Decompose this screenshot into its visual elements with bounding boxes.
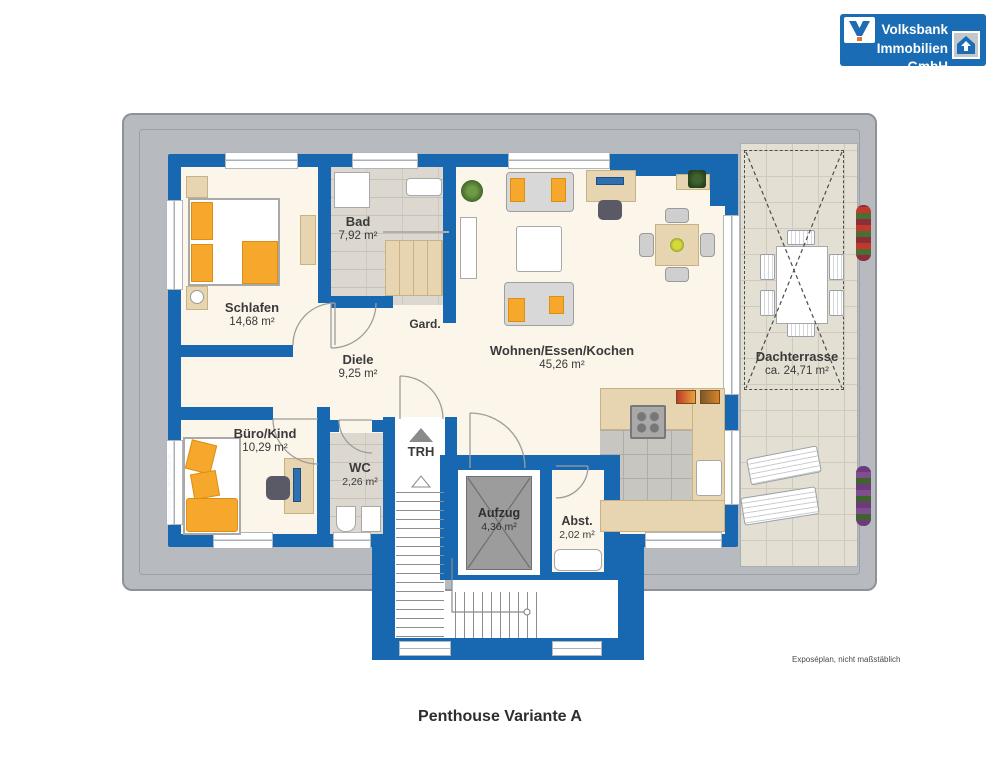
coffee-table — [516, 226, 562, 272]
room-label-aufzug: Aufzug 4,36 m² — [477, 506, 521, 533]
gard-wardrobe — [385, 240, 443, 296]
nightstand — [186, 176, 208, 198]
room-label-wc: WC 2,26 m² — [342, 460, 378, 488]
logo-line1: Volksbank — [881, 22, 948, 37]
stairs-up-arrow-icon — [409, 428, 433, 442]
monitor — [293, 468, 301, 502]
wardrobe — [300, 215, 316, 265]
sofa-cushion — [551, 178, 566, 202]
stairs-lower-flight — [455, 592, 545, 638]
terrace-chair — [829, 254, 844, 280]
bedside-lamp — [190, 290, 204, 304]
stove — [630, 405, 666, 439]
food-items — [700, 390, 720, 404]
kitchen-sink — [696, 460, 722, 496]
bed-throw — [242, 241, 278, 284]
plant — [688, 170, 706, 188]
room-label-bad: Bad 7,92 m² — [338, 214, 378, 242]
desk — [586, 170, 636, 202]
sofa-cushion — [510, 178, 525, 202]
wall-bad-diele — [331, 296, 393, 308]
page-title: Penthouse Variante A — [418, 708, 582, 725]
laptop — [596, 177, 624, 185]
disclaimer-note: Exposéplan, nicht maßstäblich — [792, 655, 901, 664]
window-stairwell-bottom — [399, 641, 451, 656]
stairs-upper-flight — [396, 492, 444, 640]
window-schlafen-top — [225, 152, 298, 169]
abst-cabinet — [554, 549, 602, 571]
shower — [334, 172, 370, 208]
dining-chair — [700, 233, 715, 257]
window-schlafen-left — [166, 200, 183, 290]
dining-chair — [665, 208, 689, 223]
terrace-chair — [829, 290, 844, 316]
terrace-chair — [760, 290, 775, 316]
plant — [461, 180, 483, 202]
window-kitchen-bottom — [645, 532, 722, 549]
illustrator-watermark: Illustration©ImmoGrafik — [167, 454, 173, 526]
pillow — [191, 202, 213, 240]
kitchen-counter — [600, 500, 725, 532]
room-label-terrasse: Dachterrasse ca. 24,71 m² — [755, 349, 839, 377]
window-stairwell-bottom — [552, 641, 602, 656]
sofa-cushion — [508, 298, 525, 322]
wall-bad-wohnen — [443, 167, 456, 323]
pillow — [191, 244, 213, 282]
room-label-schlafen: Schlafen 14,68 m² — [224, 300, 280, 328]
terrace-chair — [787, 230, 815, 245]
terrace-chair — [787, 322, 815, 337]
dining-chair — [639, 233, 654, 257]
bath-sink — [406, 178, 442, 196]
elevator-cab — [466, 476, 532, 570]
toilet — [336, 506, 356, 532]
room-label-trh: TRH — [407, 444, 435, 459]
logo-text — [846, 20, 948, 74]
wall-buero-diele — [181, 407, 273, 420]
terrace-door — [723, 215, 740, 395]
food-items — [676, 390, 696, 404]
hall-shelf — [460, 217, 477, 279]
room-label-diele: Diele 9,25 m² — [338, 352, 378, 380]
window-kitchen-right — [723, 430, 740, 505]
wall-wc-top-stub — [330, 420, 339, 432]
bed-throw — [186, 498, 238, 532]
wall-buero-wc — [317, 407, 330, 534]
terrace-chair — [760, 254, 775, 280]
room-label-gard: Gard. — [409, 317, 441, 331]
wall-schlafen-diele — [181, 345, 293, 357]
window-bad-top — [352, 152, 418, 169]
desk-chair — [598, 200, 622, 220]
volksbank-logo — [840, 14, 986, 74]
room-label-buero: Büro/Kind 10,29 m² — [233, 426, 297, 454]
sofa-cushion — [549, 296, 564, 314]
pillow — [190, 470, 220, 500]
room-label-abst: Abst. 2,02 m² — [559, 514, 595, 541]
window-wohnen-top — [508, 152, 610, 169]
terrace-table — [776, 246, 828, 324]
bad-halfwall-line — [383, 231, 449, 233]
logo-line2: Immobilien GmbH — [876, 41, 948, 74]
wall-corner-column — [710, 154, 738, 206]
desk-chair — [266, 476, 290, 500]
wall-schlafen-bad — [318, 167, 331, 303]
flower-box — [856, 466, 871, 526]
room-label-wohnen: Wohnen/Essen/Kochen 45,26 m² — [489, 343, 635, 371]
house-arrow-icon — [952, 31, 980, 59]
wc-sink — [361, 506, 381, 532]
dining-chair — [665, 267, 689, 282]
window-wc-bottom — [333, 532, 371, 549]
fruit-bowl — [670, 238, 684, 252]
flower-box — [856, 205, 871, 261]
